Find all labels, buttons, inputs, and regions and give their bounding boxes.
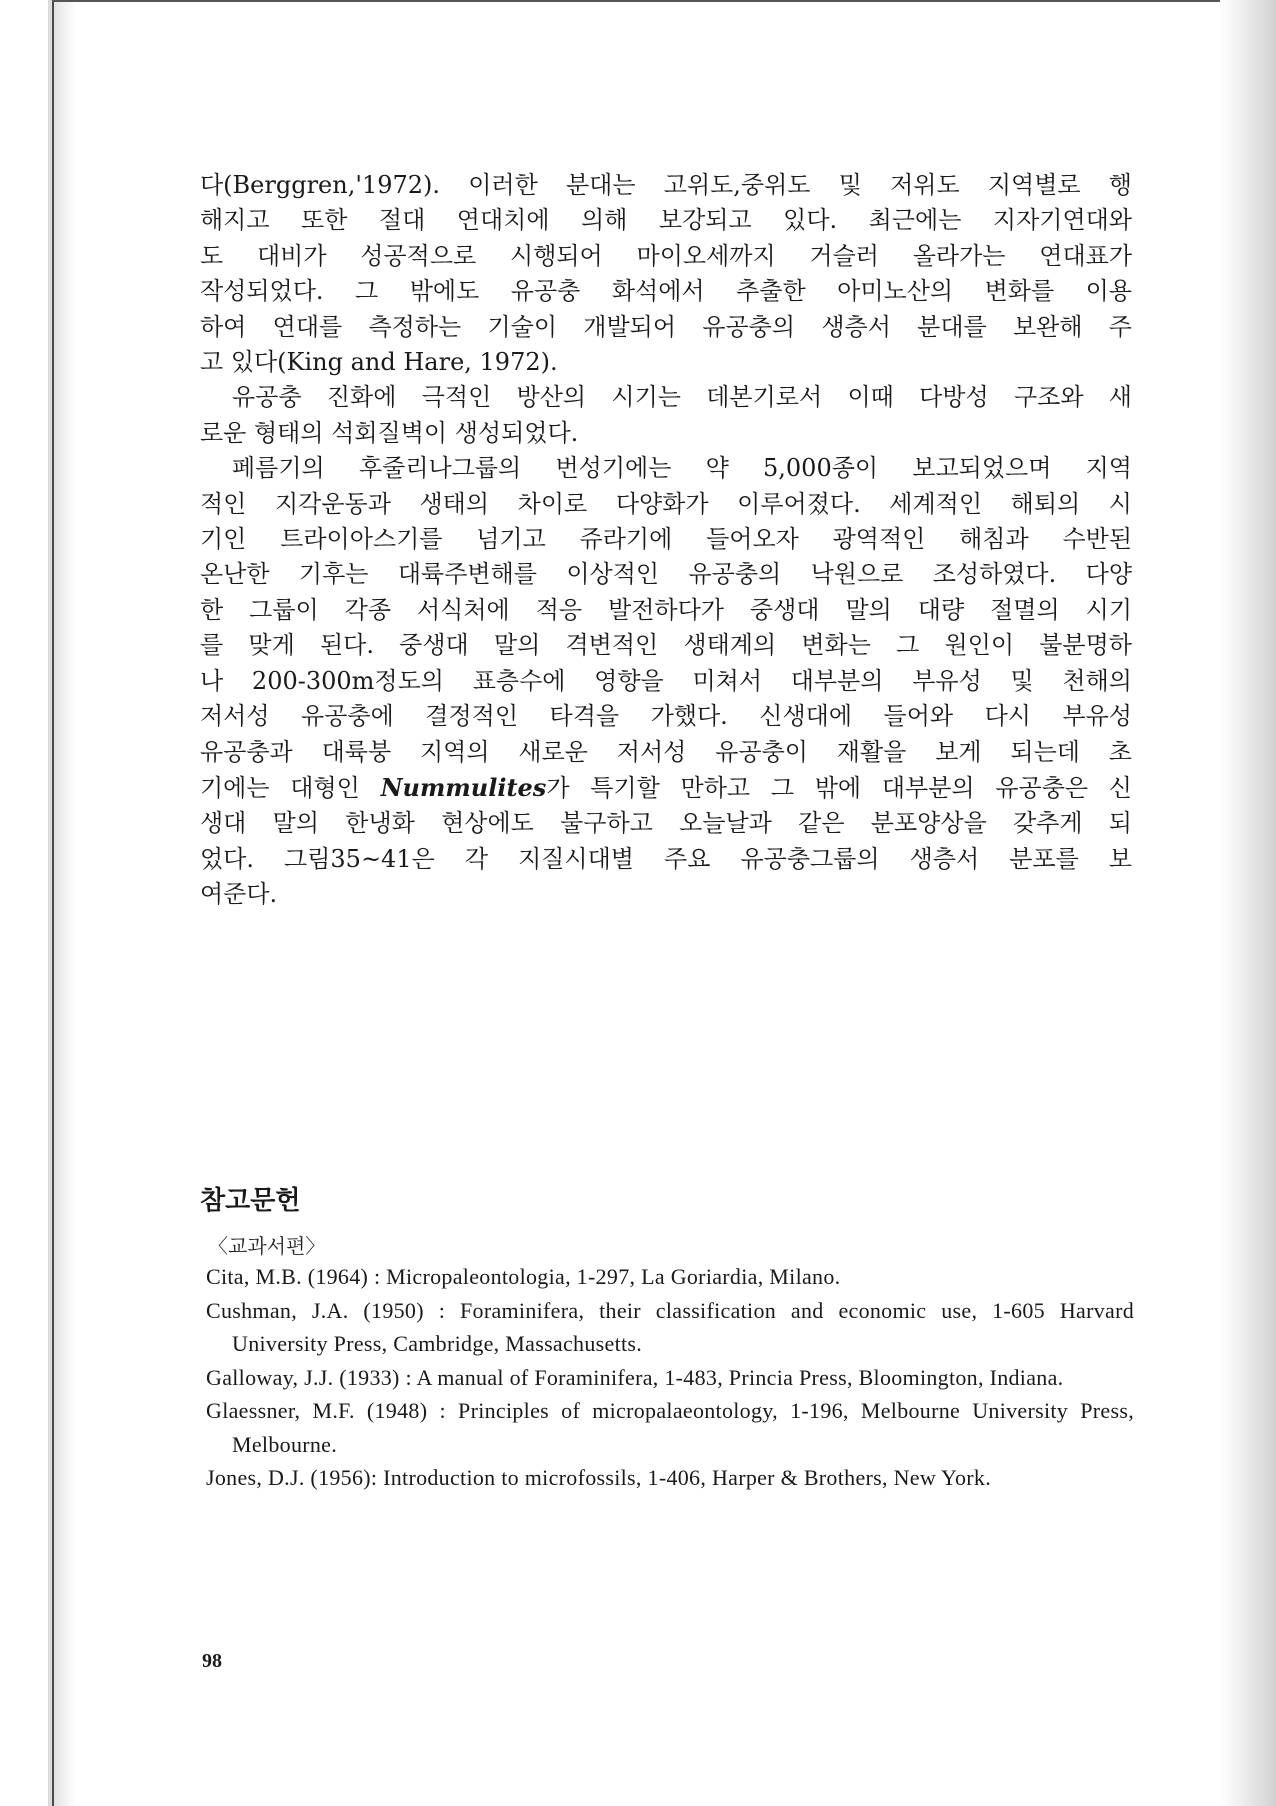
body-line: 고 있다(King and Hare, 1972). bbox=[200, 348, 558, 377]
body-line: 저서성 유공충에 결정적인 타격을 가했다. 신생대에 들어와 다시 부유성 bbox=[200, 702, 1132, 731]
reference-entry: Cushman, J.A. (1950) : Foraminifera, their classification and economic use, 1-605 Harvard University Press, Cambridge, Massachusetts. bbox=[206, 1297, 1134, 1356]
body-line: 한 그룹이 각종 서식처에 적응 발전하다가 중생대 말의 대량 절멸의 시기 bbox=[200, 595, 1132, 624]
body-line: 적인 지각운동과 생태의 차이로 다양화가 이루어졌다. 세계적인 해퇴의 시 bbox=[200, 489, 1132, 518]
reference-entry: Galloway, J.J. (1933) : A manual of Foraminifera, 1-483, Princia Press, Bloomington, Indiana. bbox=[206, 1364, 1064, 1390]
reference-entry: Glaessner, M.F. (1948) : Principles of micropalaeontology, 1-196, Melbourne University Press, Melbourne. bbox=[206, 1398, 1134, 1457]
body-line: 해지고 또한 절대 연대치에 의해 보강되고 있다. 최근에는 지자기연대와 bbox=[200, 206, 1132, 235]
body-line: 를 맞게 된다. 중생대 말의 격변적인 생태계의 변화는 그 원인이 불분명하 bbox=[200, 631, 1132, 660]
body-line: 온난한 기후는 대륙주변해를 이상적인 유공충의 낙원으로 조성하였다. 다양 bbox=[200, 560, 1132, 589]
body-line: 었다. 그림35~41은 각 지질시대별 주요 유공충그룹의 생층서 분포를 보 bbox=[200, 844, 1132, 873]
body-line: 하여 연대를 측정하는 기술이 개발되어 유공충의 생층서 분대를 보완해 주 bbox=[200, 312, 1132, 341]
body-line: 도 대비가 성공적으로 시행되어 마이오세까지 거슬러 올라가는 연대표가 bbox=[200, 241, 1132, 270]
taxon-name-italic: Nummulites bbox=[380, 772, 547, 802]
body-line: 로운 형태의 석회질벽이 생성되었다. bbox=[200, 418, 579, 447]
body-line: 유공충 진화에 극적인 방산의 시기는 데본기로서 이때 다방성 구조와 새 bbox=[232, 383, 1132, 412]
reference-entry: Cita, M.B. (1964) : Micropaleontologia, 1-297, La Goriardia, Milano. bbox=[206, 1264, 841, 1289]
page-top-border bbox=[52, 0, 1232, 2]
body-line: 다(Berggren,'1972). 이러한 분대는 고위도,중위도 및 저위도 지역별로 행 bbox=[200, 171, 1132, 199]
references-heading: 참고문헌 bbox=[200, 1186, 301, 1216]
body-line-mixed bbox=[200, 770, 1132, 806]
body-line: 나 200-300m정도의 표층수에 영향을 미쳐서 대부분의 부유성 및 천해의 bbox=[200, 666, 1132, 695]
page-right-shadow bbox=[1220, 0, 1276, 1806]
body-line: 페름기의 후줄리나그룹의 번성기에는 약 5,000종이 보고되었으며 지역 bbox=[232, 454, 1132, 483]
reference-entry: Jones, D.J. (1956): Introduction to microfossils, 1-406, Harper & Brothers, New York. bbox=[206, 1465, 992, 1490]
body-text-span: 기에는 대형인 bbox=[200, 773, 381, 802]
page-left-border bbox=[52, 0, 54, 1806]
body-line: 작성되었다. 그 밖에도 유공충 화석에서 추출한 아미노산의 변화를 이용 bbox=[200, 277, 1132, 306]
body-line: 유공충과 대륙붕 지역의 새로운 저서성 유공충이 재활을 보게 되는데 초 bbox=[200, 737, 1132, 766]
body-text bbox=[200, 168, 1132, 913]
body-line: 기인 트라이아스기를 넘기고 쥬라기에 들어오자 광역적인 해침과 수반된 bbox=[200, 525, 1132, 554]
references-subheading: 〈교과서편〉 bbox=[208, 1234, 326, 1258]
body-line: 생대 말의 한냉화 현상에도 불구하고 오늘날과 같은 분포양상을 갖추게 되 bbox=[200, 809, 1132, 838]
body-text-span: 가 특기할 만하고 그 밖에 대부분의 유공충은 신 bbox=[546, 773, 1132, 802]
page-number: 98 bbox=[202, 1650, 222, 1672]
reference-list bbox=[206, 1260, 1134, 1495]
body-line: 여준다. bbox=[200, 880, 278, 909]
